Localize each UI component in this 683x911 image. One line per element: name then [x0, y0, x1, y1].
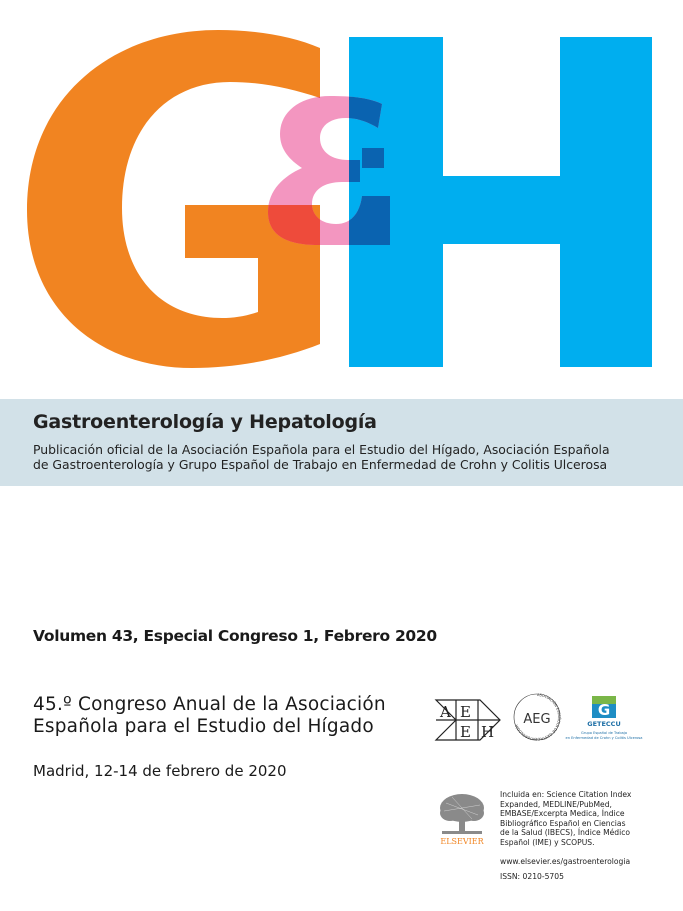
aeg-logo	[512, 692, 562, 744]
congress-title	[33, 694, 386, 738]
journal-subtitle	[33, 442, 673, 472]
volume-line: Volumen 43, Especial Congreso 1, Febrero 2020	[33, 627, 437, 645]
elsevier-name: ELSEVIER	[440, 837, 484, 846]
geteccu-caption: en Enfermedad de Crohn y Colitis Ulcerosa	[565, 736, 643, 740]
indexing-line: Español (IME) y SCOPUS.	[500, 837, 595, 847]
aeeh-letter: E	[460, 703, 471, 721]
gh-logo	[0, 0, 683, 400]
place-date: Madrid, 12-14 de febrero de 2020	[33, 762, 287, 780]
aeeh-letter: H	[481, 723, 495, 741]
aeeh-letter: A	[440, 703, 451, 721]
congress-line: Española para el Estudio del Hígado	[33, 716, 374, 737]
indexing-info	[500, 790, 675, 848]
indexing-line: de la Salud (IBECS), Índice Médico	[500, 828, 631, 838]
congress-line: 45.º Congreso Anual de la Asociación	[33, 694, 386, 715]
geteccu-name: GETECCU	[587, 720, 621, 728]
aeg-letters: AEG	[523, 712, 551, 727]
indexing-line: Bibliográfico Español en Ciencias	[500, 818, 626, 828]
aeeh-logo	[434, 697, 502, 743]
journal-subtitle-line: de Gastroenterología y Grupo Español de Trabajo en Enfermedad de Crohn y Colitis Ulcerosa	[33, 457, 608, 472]
journal-subtitle-line: Publicación oficial de la Asociación Española para el Estudio del Hígado, Asociación Española	[33, 442, 610, 457]
geteccu-caption: Grupo Español de Trabajo	[580, 731, 628, 735]
journal-title: Gastroenterología y Hepatología	[33, 411, 377, 433]
indexing-line: EMBASE/Excerpta Medica, Índice	[500, 809, 625, 819]
elsevier-logo	[436, 791, 488, 847]
geteccu-logo	[558, 694, 651, 746]
aeg-ring-text: ASOCIACIÓN ESPAÑOLA DE GASTROENTEROLOGÍA	[514, 692, 561, 742]
svg-text:G: G	[597, 701, 611, 719]
indexing-line: Expanded, MEDLINE/PubMed,	[500, 799, 612, 809]
aeeh-letter: E	[460, 723, 471, 741]
indexing-line: Incluida en: Science Citation Index	[500, 790, 632, 799]
h-letter	[349, 37, 652, 367]
issn: ISSN: 0210-5705	[500, 872, 564, 881]
journal-url[interactable]: www.elsevier.es/gastroenterologia	[500, 857, 631, 866]
